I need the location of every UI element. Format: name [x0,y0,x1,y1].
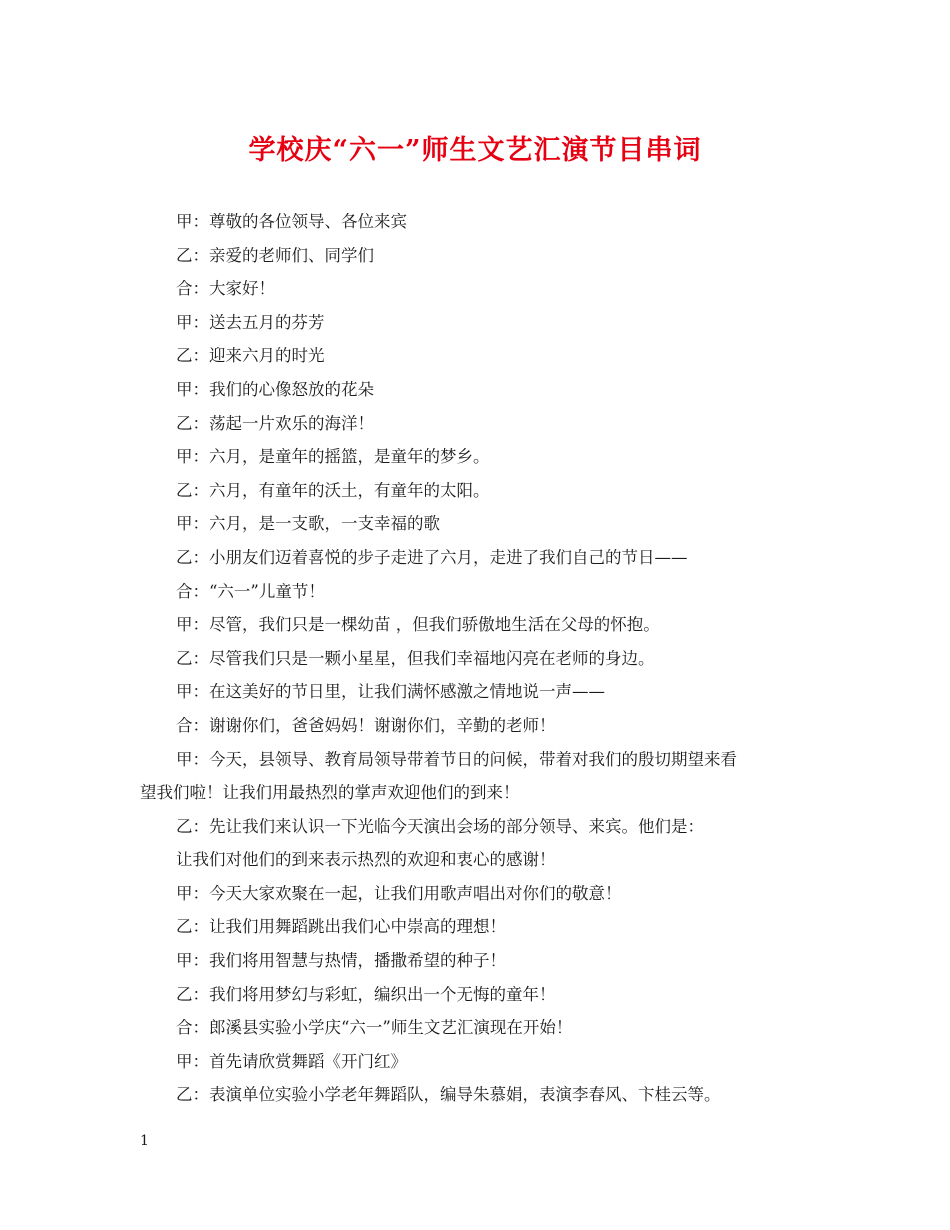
paragraph: 甲：我们将用智慧与热情，播撒希望的种子！ [176,951,506,971]
paragraph: 乙：迎来六月的时光 [176,346,325,366]
paragraph: 乙：先让我们来认识一下光临今天演出会场的部分领导、来宾。他们是： [176,816,704,836]
paragraph: 甲：六月，是一支歌，一支幸福的歌 [176,514,440,534]
paragraph: 乙：亲爱的老师们、同学们 [176,245,374,265]
paragraph: 甲：尊敬的各位领导、各位来宾 [176,212,407,231]
paragraph: 甲：六月，是童年的摇篮，是童年的梦乡。 [176,447,490,467]
document-body [140,205,820,1112]
paragraph: 合：谢谢你们，爸爸妈妈！谢谢你们，辛勤的老师！ [176,715,556,735]
paragraph-continuation: 望我们啦！让我们用最热烈的掌声欢迎他们的到来！ [140,783,520,803]
paragraph: 合：“六一”儿童节！ [176,581,325,601]
paragraph: 乙：荡起一片欢乐的海洋！ [176,413,374,433]
paragraph: 合：郎溪县实验小学庆“六一”师生文艺汇演现在开始！ [176,1018,573,1038]
paragraph: 甲：尽管，我们只是一棵幼苗 ，但我们骄傲地生活在父母的怀抱。 [176,615,660,635]
paragraph: 甲：在这美好的节日里，让我们满怀感激之情地说一声—— [176,682,605,702]
paragraph: 甲：今天，县领导、教育局领导带着节日的问候，带着对我们的殷切期望来看 [176,749,737,769]
paragraph: 乙：让我们用舞蹈跳出我们心中崇高的理想！ [176,917,506,937]
paragraph: 让我们对他们的到来表示热烈的欢迎和衷心的感谢！ [176,850,556,870]
paragraph: 乙：尽管我们只是一颗小星星，但我们幸福地闪亮在老师的身边。 [176,648,655,668]
page-number: 1 [140,1133,149,1149]
paragraph: 甲：今天大家欢聚在一起，让我们用歌声唱出对你们的敬意！ [176,883,622,903]
paragraph: 甲：首先请欣赏舞蹈《开门红》 [176,1051,407,1071]
paragraph: 乙：六月，有童年的沃土，有童年的太阳。 [176,480,490,500]
paragraph: 甲：送去五月的芬芳 [176,312,325,332]
paragraph: 合：大家好！ [176,279,275,299]
paragraph: 乙：小朋友们迈着喜悦的步子走进了六月，走进了我们自己的节日—— [176,547,688,567]
document-title: 学校庆“六一”师生文艺汇演节目串词 [248,135,702,166]
paragraph: 乙：我们将用梦幻与彩虹，编织出一个无悔的童年！ [176,984,556,1004]
paragraph: 乙：表演单位实验小学老年舞蹈队，编导朱慕娟，表演李春风、卞桂云等。 [176,1085,721,1105]
paragraph: 甲：我们的心像怒放的花朵 [176,379,374,399]
